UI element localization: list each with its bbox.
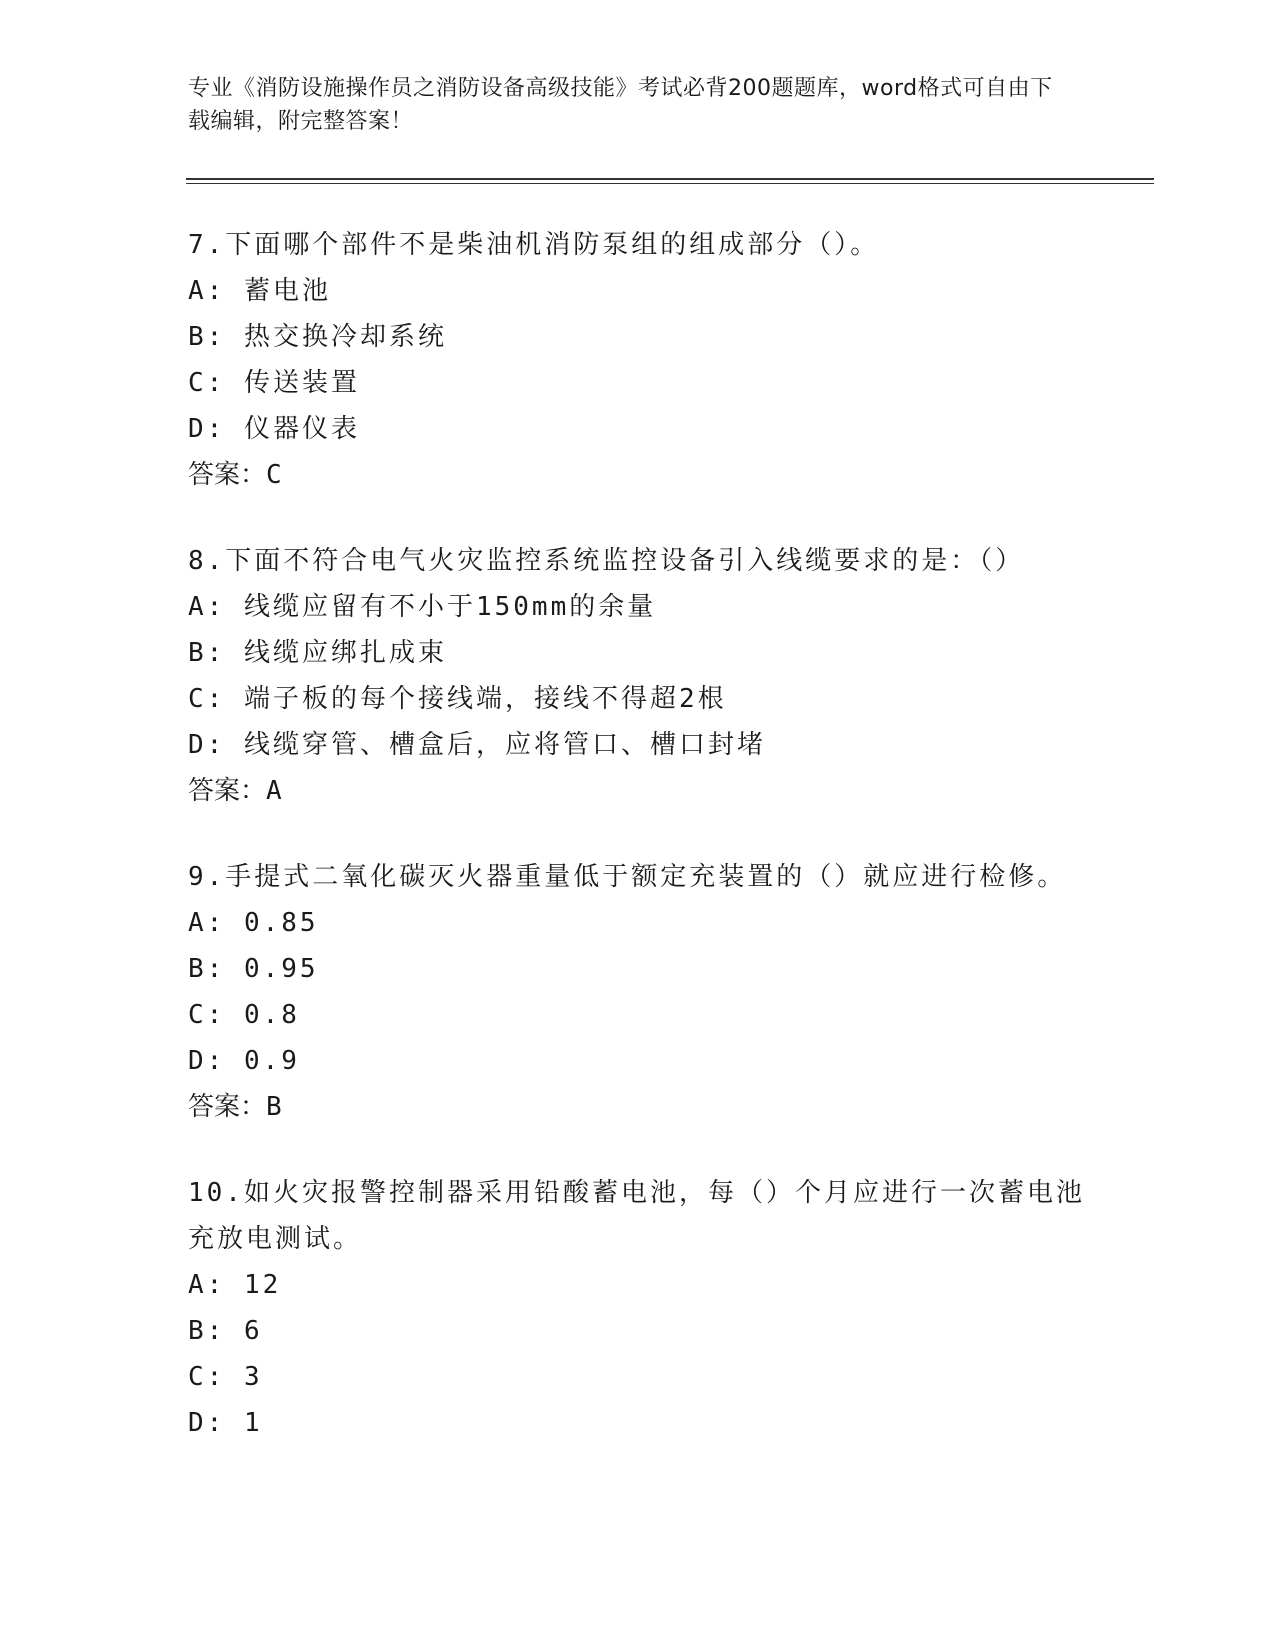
option-b: B: 6 xyxy=(188,1316,263,1346)
question-stem: 10.如火灾报警控制器采用铅酸蓄电池，每（）个月应进行一次蓄电池充放电测试。 xyxy=(188,1178,1085,1254)
question-stem: 7.下面哪个部件不是柴油机消防泵组的组成部分（）。 xyxy=(188,230,880,260)
option-c: C: 3 xyxy=(188,1362,263,1392)
header-divider-thin xyxy=(186,183,1154,184)
document-header xyxy=(188,72,1068,138)
option-b: B: 热交换冷却系统 xyxy=(188,322,447,352)
option-a: A: 0.85 xyxy=(188,908,319,938)
option-d: D: 1 xyxy=(188,1408,263,1438)
option-c: C: 端子板的每个接线端，接线不得超2根 xyxy=(188,684,727,714)
question-10 xyxy=(188,1170,1088,1446)
option-a: A: 线缆应留有不小于150mm的余量 xyxy=(188,592,657,622)
answer-label: 答案： xyxy=(188,1092,267,1122)
question-9 xyxy=(188,854,1088,1130)
answer-line xyxy=(188,1084,1088,1130)
option-d: D: 0.9 xyxy=(188,1046,300,1076)
header-divider-thick xyxy=(186,178,1154,180)
answer-value: B xyxy=(266,1092,282,1122)
option-c: C: 传送装置 xyxy=(188,368,360,398)
question-8 xyxy=(188,538,1088,814)
option-d: D: 仪器仪表 xyxy=(188,414,360,444)
question-7 xyxy=(188,222,1088,498)
option-a: A: 蓄电池 xyxy=(188,276,331,306)
option-c: C: 0.8 xyxy=(188,1000,300,1030)
question-stem: 8.下面不符合电气火灾监控系统监控设备引入线缆要求的是：（） xyxy=(188,546,1025,576)
question-stem: 9.手提式二氧化碳灭火器重量低于额定充装置的（）就应进行检修。 xyxy=(188,862,1067,892)
option-b: B: 线缆应绑扎成束 xyxy=(188,638,447,668)
answer-value: C xyxy=(266,460,282,490)
answer-line xyxy=(188,452,1088,498)
answer-label: 答案： xyxy=(188,460,267,490)
option-a: A: 12 xyxy=(188,1270,282,1300)
option-d: D: 线缆穿管、槽盒后，应将管口、槽口封堵 xyxy=(188,730,766,760)
option-b: B: 0.95 xyxy=(188,954,319,984)
answer-line xyxy=(188,768,1088,814)
answer-value: A xyxy=(266,776,282,806)
answer-label: 答案： xyxy=(188,776,267,806)
header-text: 专业《消防设施操作员之消防设备高级技能》考试必背200题题库，word格式可自由下载编辑，附完整答案！ xyxy=(188,76,1053,134)
